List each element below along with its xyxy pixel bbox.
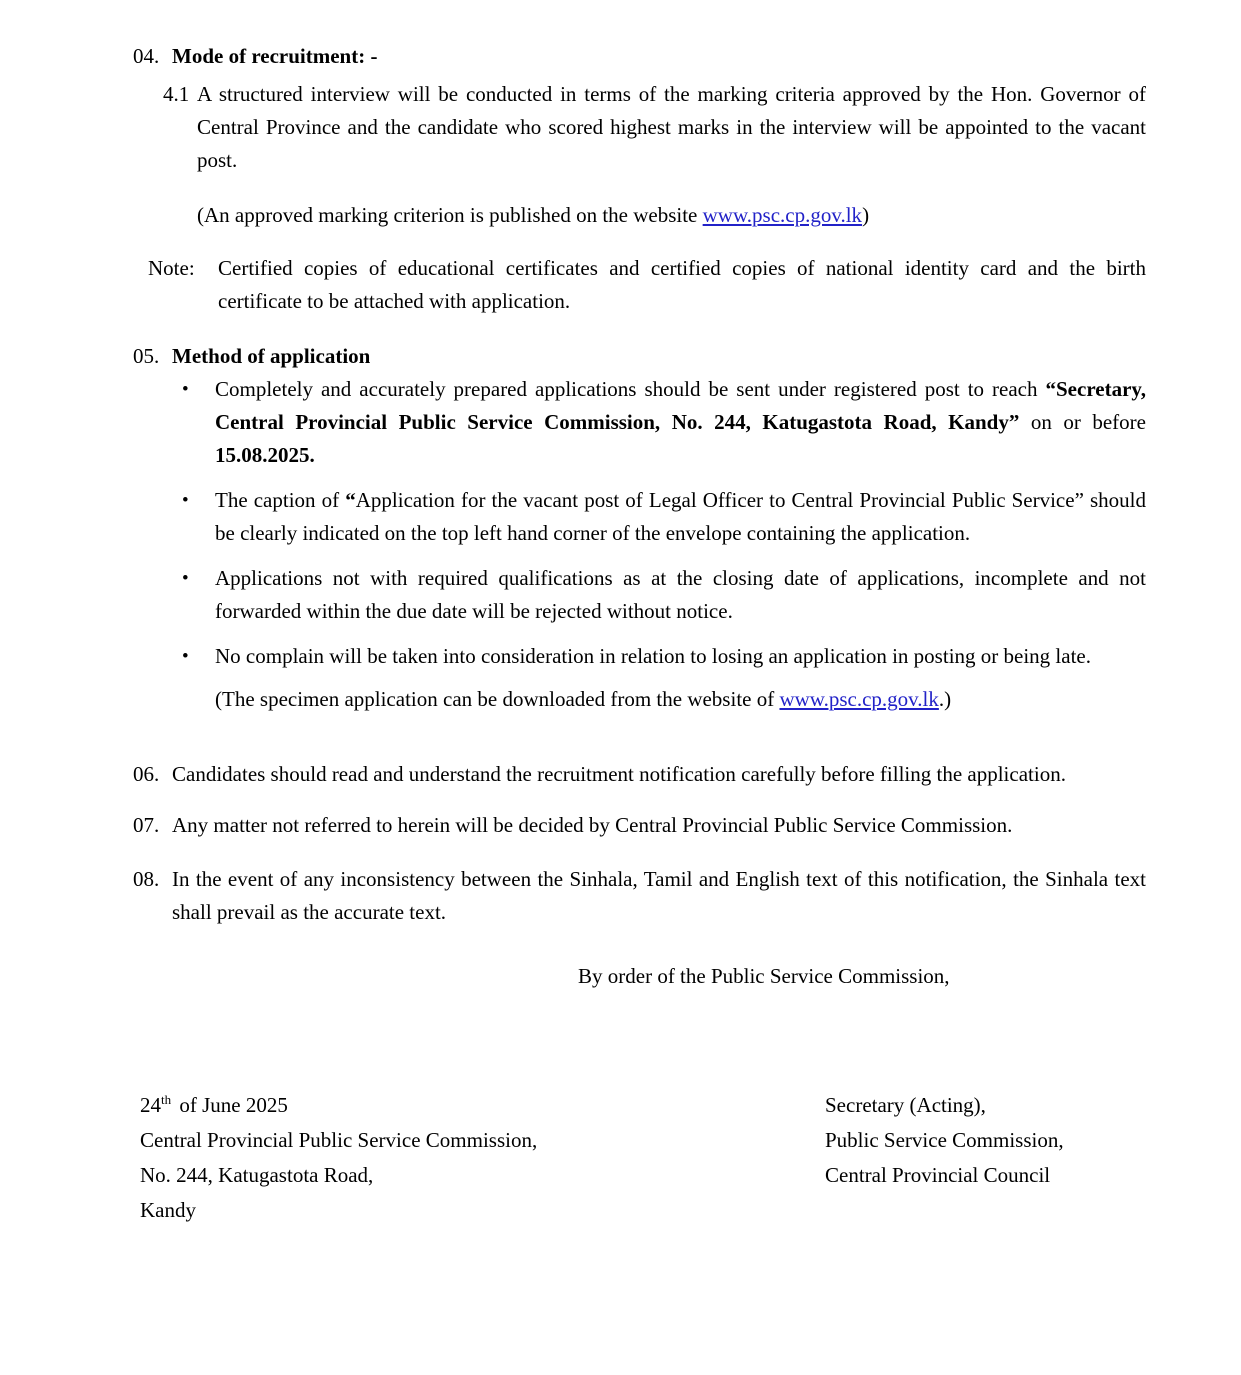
bullet-text: [215, 484, 1146, 550]
clause-08-text: In the event of any inconsistency between the Sinhala, Tamil and English text of this notification, the Sinhala text shall prevail as the accurate text.: [172, 867, 1146, 924]
signature-date-line: [140, 1088, 825, 1123]
section-04-heading: [133, 40, 1146, 73]
bullet-icon: •: [182, 379, 189, 400]
marking-criterion-line: [197, 199, 1146, 232]
date-day: 24: [140, 1093, 161, 1117]
signature-right-line-1: Secretary (Acting),: [825, 1093, 986, 1117]
bullet-1-bold-date: 15.08.2025.: [215, 443, 315, 467]
section-05-title: Method of application: [172, 344, 371, 368]
note-label: Note:: [148, 256, 195, 280]
clause-06-text: Candidates should read and understand the recruitment notification carefully before filling the application.: [172, 762, 1066, 786]
bullet-3-text: Applications not with required qualifications as at the closing date of applications, incomplete and not forwarded within the due date will be rejected without notice.: [215, 566, 1146, 623]
clause-4-1: [163, 78, 1146, 177]
bullet-2-text: The caption of: [215, 488, 346, 512]
note-block: [148, 252, 1146, 318]
psc-website-link[interactable]: www.psc.cp.gov.lk: [702, 203, 863, 227]
signature-right-column: [825, 1088, 1146, 1228]
section-05-number: 05.: [133, 344, 160, 368]
signature-left-line-3: No. 244, Katugastota Road,: [140, 1163, 374, 1187]
clause-07-number: 07.: [133, 813, 160, 837]
psc-website-link-2[interactable]: www.psc.cp.gov.lk: [779, 687, 939, 711]
bullet-1-text: Completely and accurately prepared applications should be sent under registered post to reach: [215, 377, 1046, 401]
specimen-suffix: .): [938, 687, 952, 711]
clause-4-1-number: 4.1: [163, 82, 190, 106]
clause-08: [133, 863, 1146, 929]
clause-06-number: 06.: [133, 762, 160, 786]
bullet-4-text: No complain will be taken into consideration in relation to losing an application in posting or being late.: [215, 644, 1091, 668]
signature-left-column: [140, 1088, 825, 1228]
signature-left-line-4: Kandy: [140, 1198, 196, 1222]
bullet-1-text-2: on or before: [1019, 410, 1146, 434]
marking-suffix: ): [862, 203, 870, 227]
bullet-2-text-2: Application for the vacant post of Legal Officer to Central Provincial Public Service” should be clearly indicated on the top left hand corner of the envelope containing the application.: [215, 488, 1146, 545]
section-04-title: Mode of recruitment: -: [172, 44, 378, 68]
marking-text: (An approved marking criterion is published on the website: [197, 203, 703, 227]
by-order-line: By order of the Public Service Commission,: [578, 964, 950, 988]
bullet-item-no-complain: [182, 640, 1146, 673]
clause-07-text: Any matter not referred to herein will be decided by Central Provincial Public Service Commission.: [172, 813, 1013, 837]
clause-06: [133, 758, 1146, 791]
bullet-text: [215, 373, 1146, 472]
clause-4-1-text: A structured interview will be conducted in terms of the marking criteria approved by the Hon. Governor of Central Province and the candidate who scored highest marks in the interview will be appointed to the vacant post.: [197, 82, 1146, 172]
note-text: Certified copies of educational certificates and certified copies of national identity card and the birth certificate to be attached with application.: [218, 256, 1146, 313]
specimen-text: (The specimen application can be downloaded from the website of: [215, 687, 780, 711]
signature-right-line-3: Central Provincial Council: [825, 1163, 1051, 1187]
bullet-item-caption: [182, 484, 1146, 550]
bullet-item-registered-post: [182, 373, 1146, 472]
clause-07: [133, 809, 1146, 842]
section-04-number: 04.: [133, 44, 160, 68]
specimen-application-line: [215, 683, 1146, 716]
bullet-1-bold-address: “Secretary, Central Provincial Public Service Commission, No. 244, Katugastota Road, Kandy”: [215, 377, 1146, 434]
date-month-year: of June 2025: [174, 1093, 288, 1117]
bullet-icon: •: [182, 568, 189, 589]
date-ordinal-superscript: th: [161, 1092, 172, 1107]
bullet-icon: •: [182, 490, 189, 511]
section-05-heading: [133, 340, 1146, 373]
signature-block: [133, 1088, 1146, 1228]
signature-left-line-2: Central Provincial Public Service Commission,: [140, 1128, 538, 1152]
bullet-icon: •: [182, 646, 189, 667]
bullet-2-bold-quote: “: [345, 488, 356, 512]
clause-08-number: 08.: [133, 867, 160, 891]
signature-right-line-2: Public Service Commission,: [825, 1128, 1064, 1152]
bullet-item-rejection: [182, 562, 1146, 628]
